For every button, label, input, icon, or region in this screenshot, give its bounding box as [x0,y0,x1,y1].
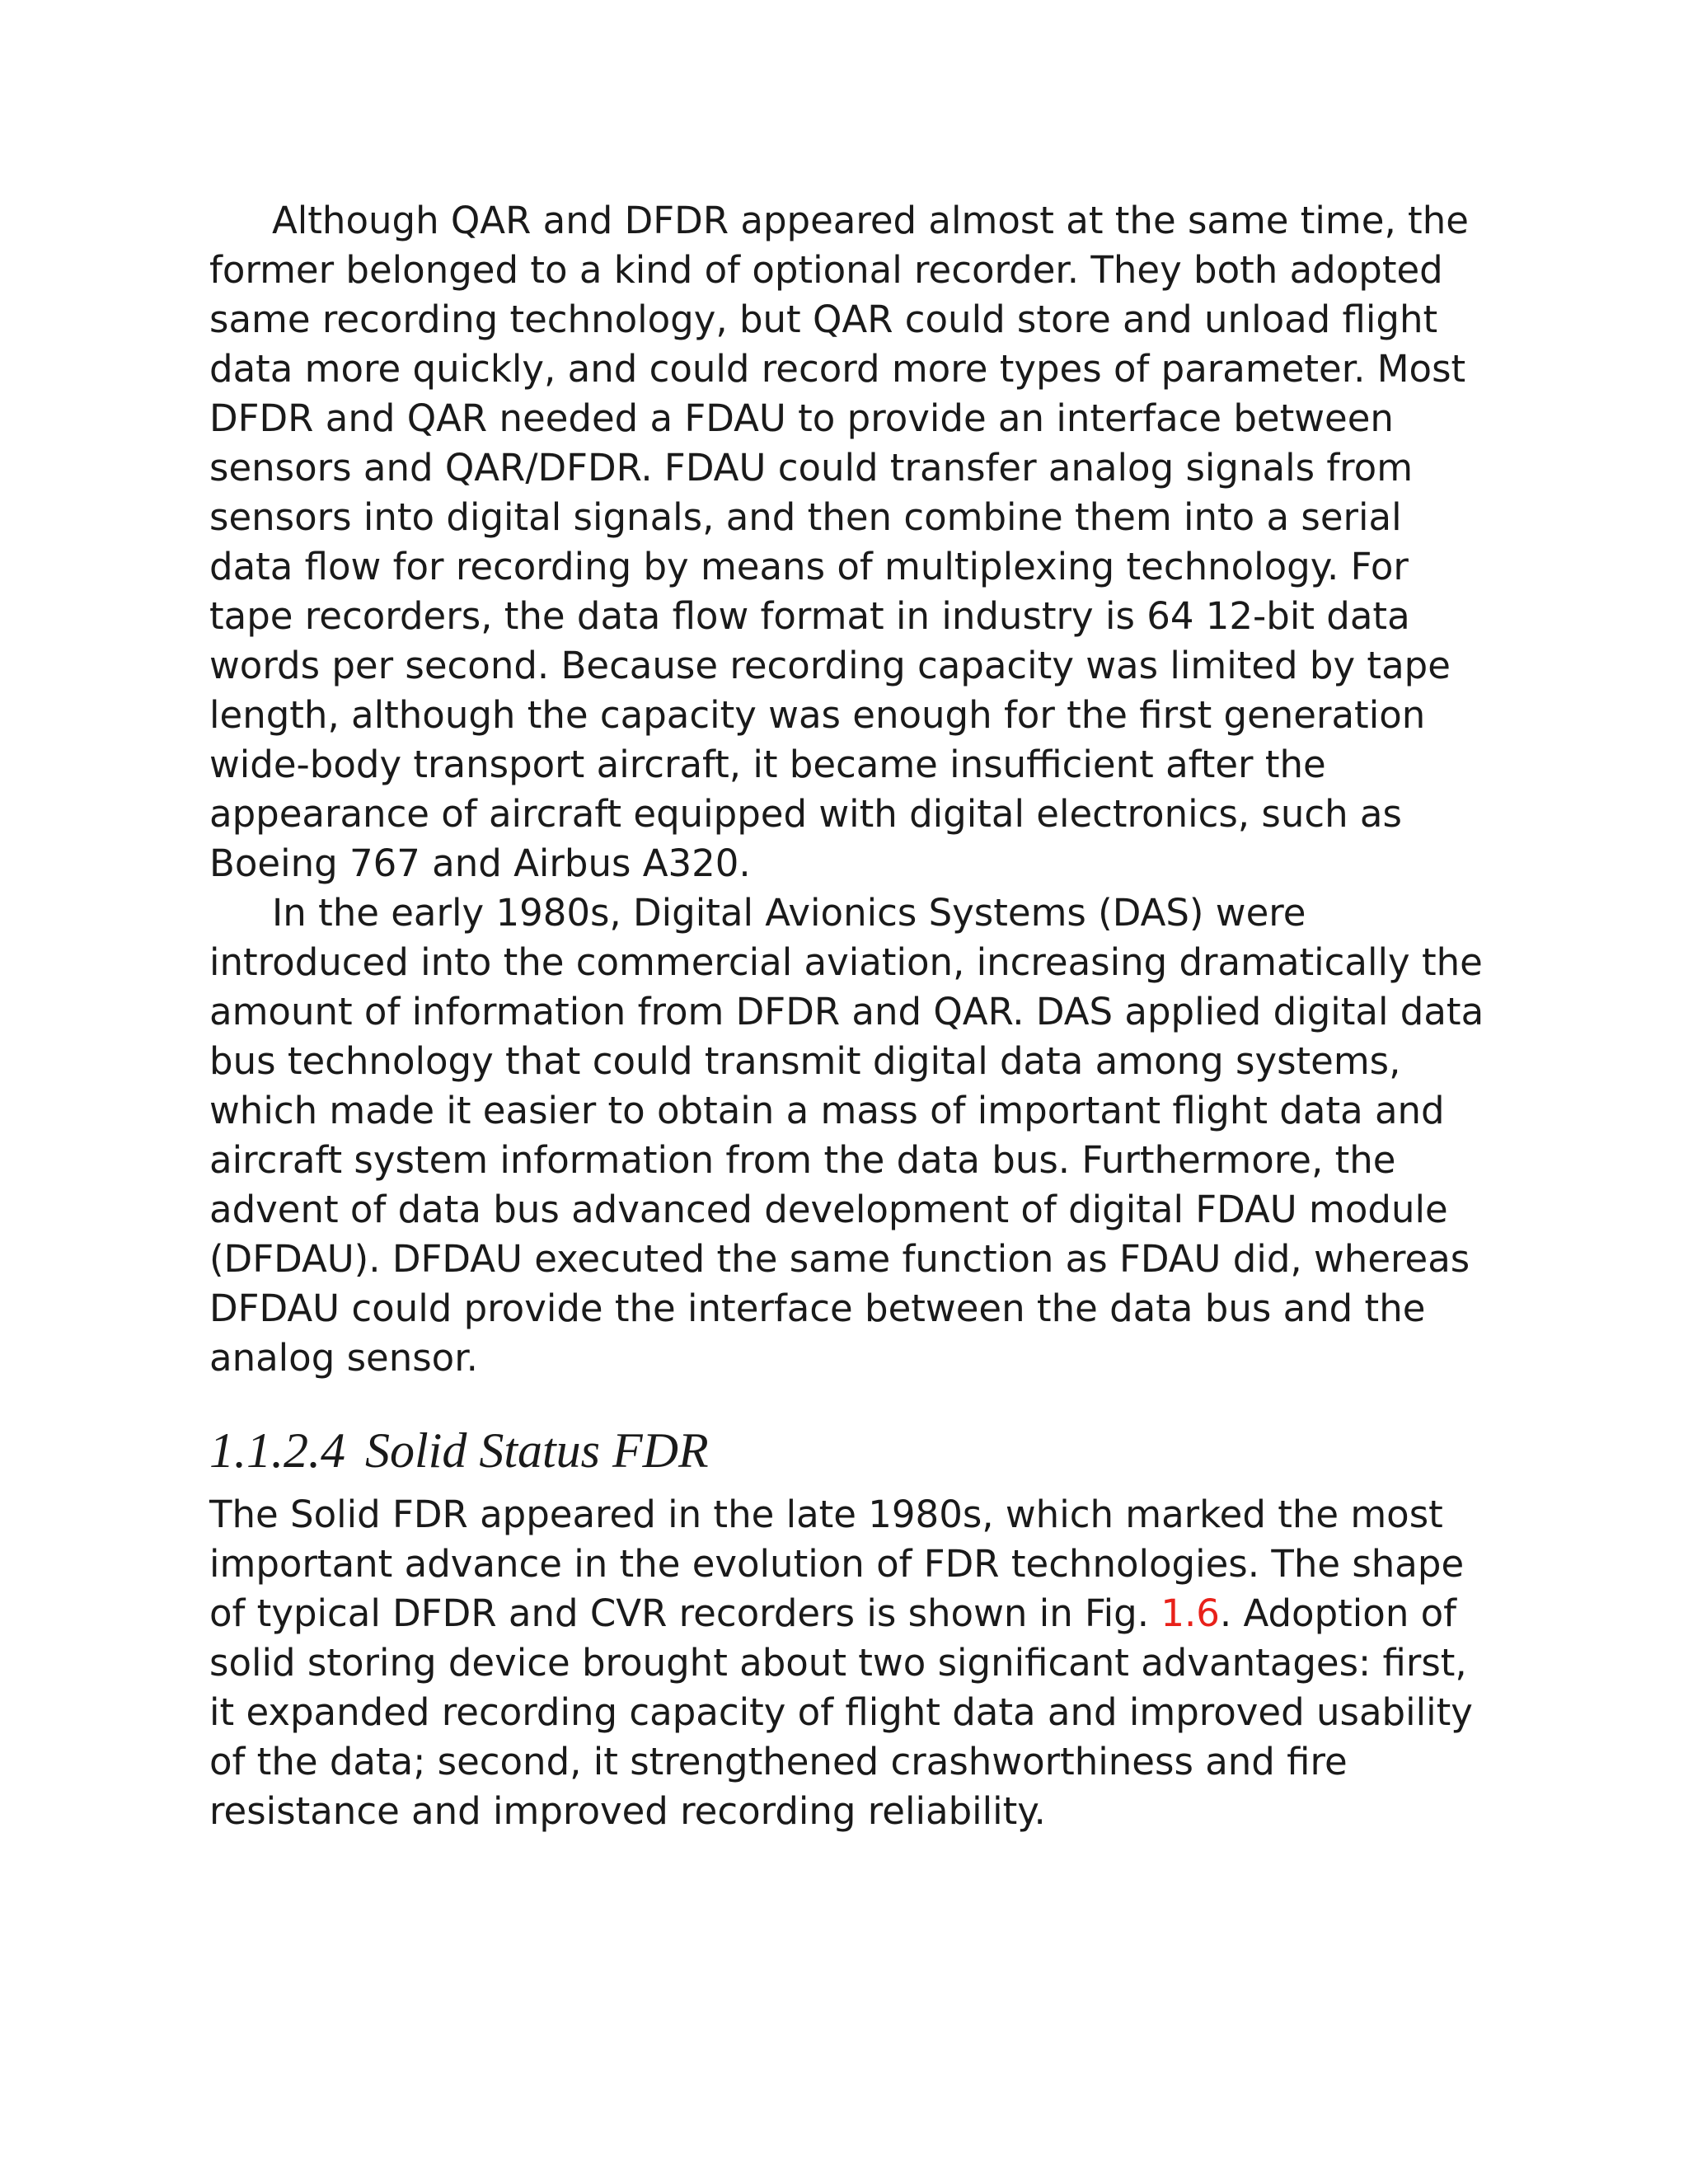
paragraph-solid-fdr [209,1490,1495,1836]
paragraph-qar-dfdr: Although QAR and DFDR appeared almost at the same time, the former belonged to a kind of optional recorder. They both adopted same recording technology, but QAR could store and unload flight data more quickly, and could record more types of parameter. Most DFDR and QAR needed a FDAU to provide an interface between sensors and QAR/DFDR. FDAU could transfer analog signals from sensors into digital signals, and then combine them into a serial data flow for recording by means of multiplexing technology. For tape recorders, the data flow format in industry is 64 12-bit data words per second. Because recording capacity was limited by tape length, although the capacity was enough for the first generation wide-body transport aircraft, it became insufficient after the appearance of aircraft equipped with digital electronics, such as Boeing 767 and Airbus A320. [209,199,1469,885]
document-page [209,196,1495,1836]
section-number: 1.1.2.4 [209,1423,345,1478]
paragraph-digital-avionics: In the early 1980s, Digital Avionics Systems (DAS) were introduced into the commercial aviation, increasing dramatically the amount of information from DFDR and QAR. DAS applied digital data bus technology that could transmit digital data among systems, which made it easier to obtain a mass of important flight data and aircraft system information from the data bus. Furthermore, the advent of data bus advanced development of digital FDAU module (DFDAU). DFDAU executed the same function as FDAU did, whereas DFDAU could provide the interface between the data bus and the analog sensor. [209,891,1484,1380]
section-title: Solid Status FDR [365,1423,709,1478]
figure-reference-link[interactable]: 1.6 [1160,1591,1220,1635]
paragraph-text-before-link: The Solid FDR appeared in the late 1980s, which marked the most important advance in the evolution of FDR technologies. The shape of typical DFDR and CVR recorders is shown in Fig. [209,1493,1465,1635]
paragraph-text-after-link: . Adoption of solid storing device brought about two significant advantages: first, it expanded recording capacity of flight data and improved usability of the data; second, it strengthened crashworthiness and fire resistance and improved recording reliability. [209,1591,1473,1833]
section-heading [209,1418,1495,1483]
